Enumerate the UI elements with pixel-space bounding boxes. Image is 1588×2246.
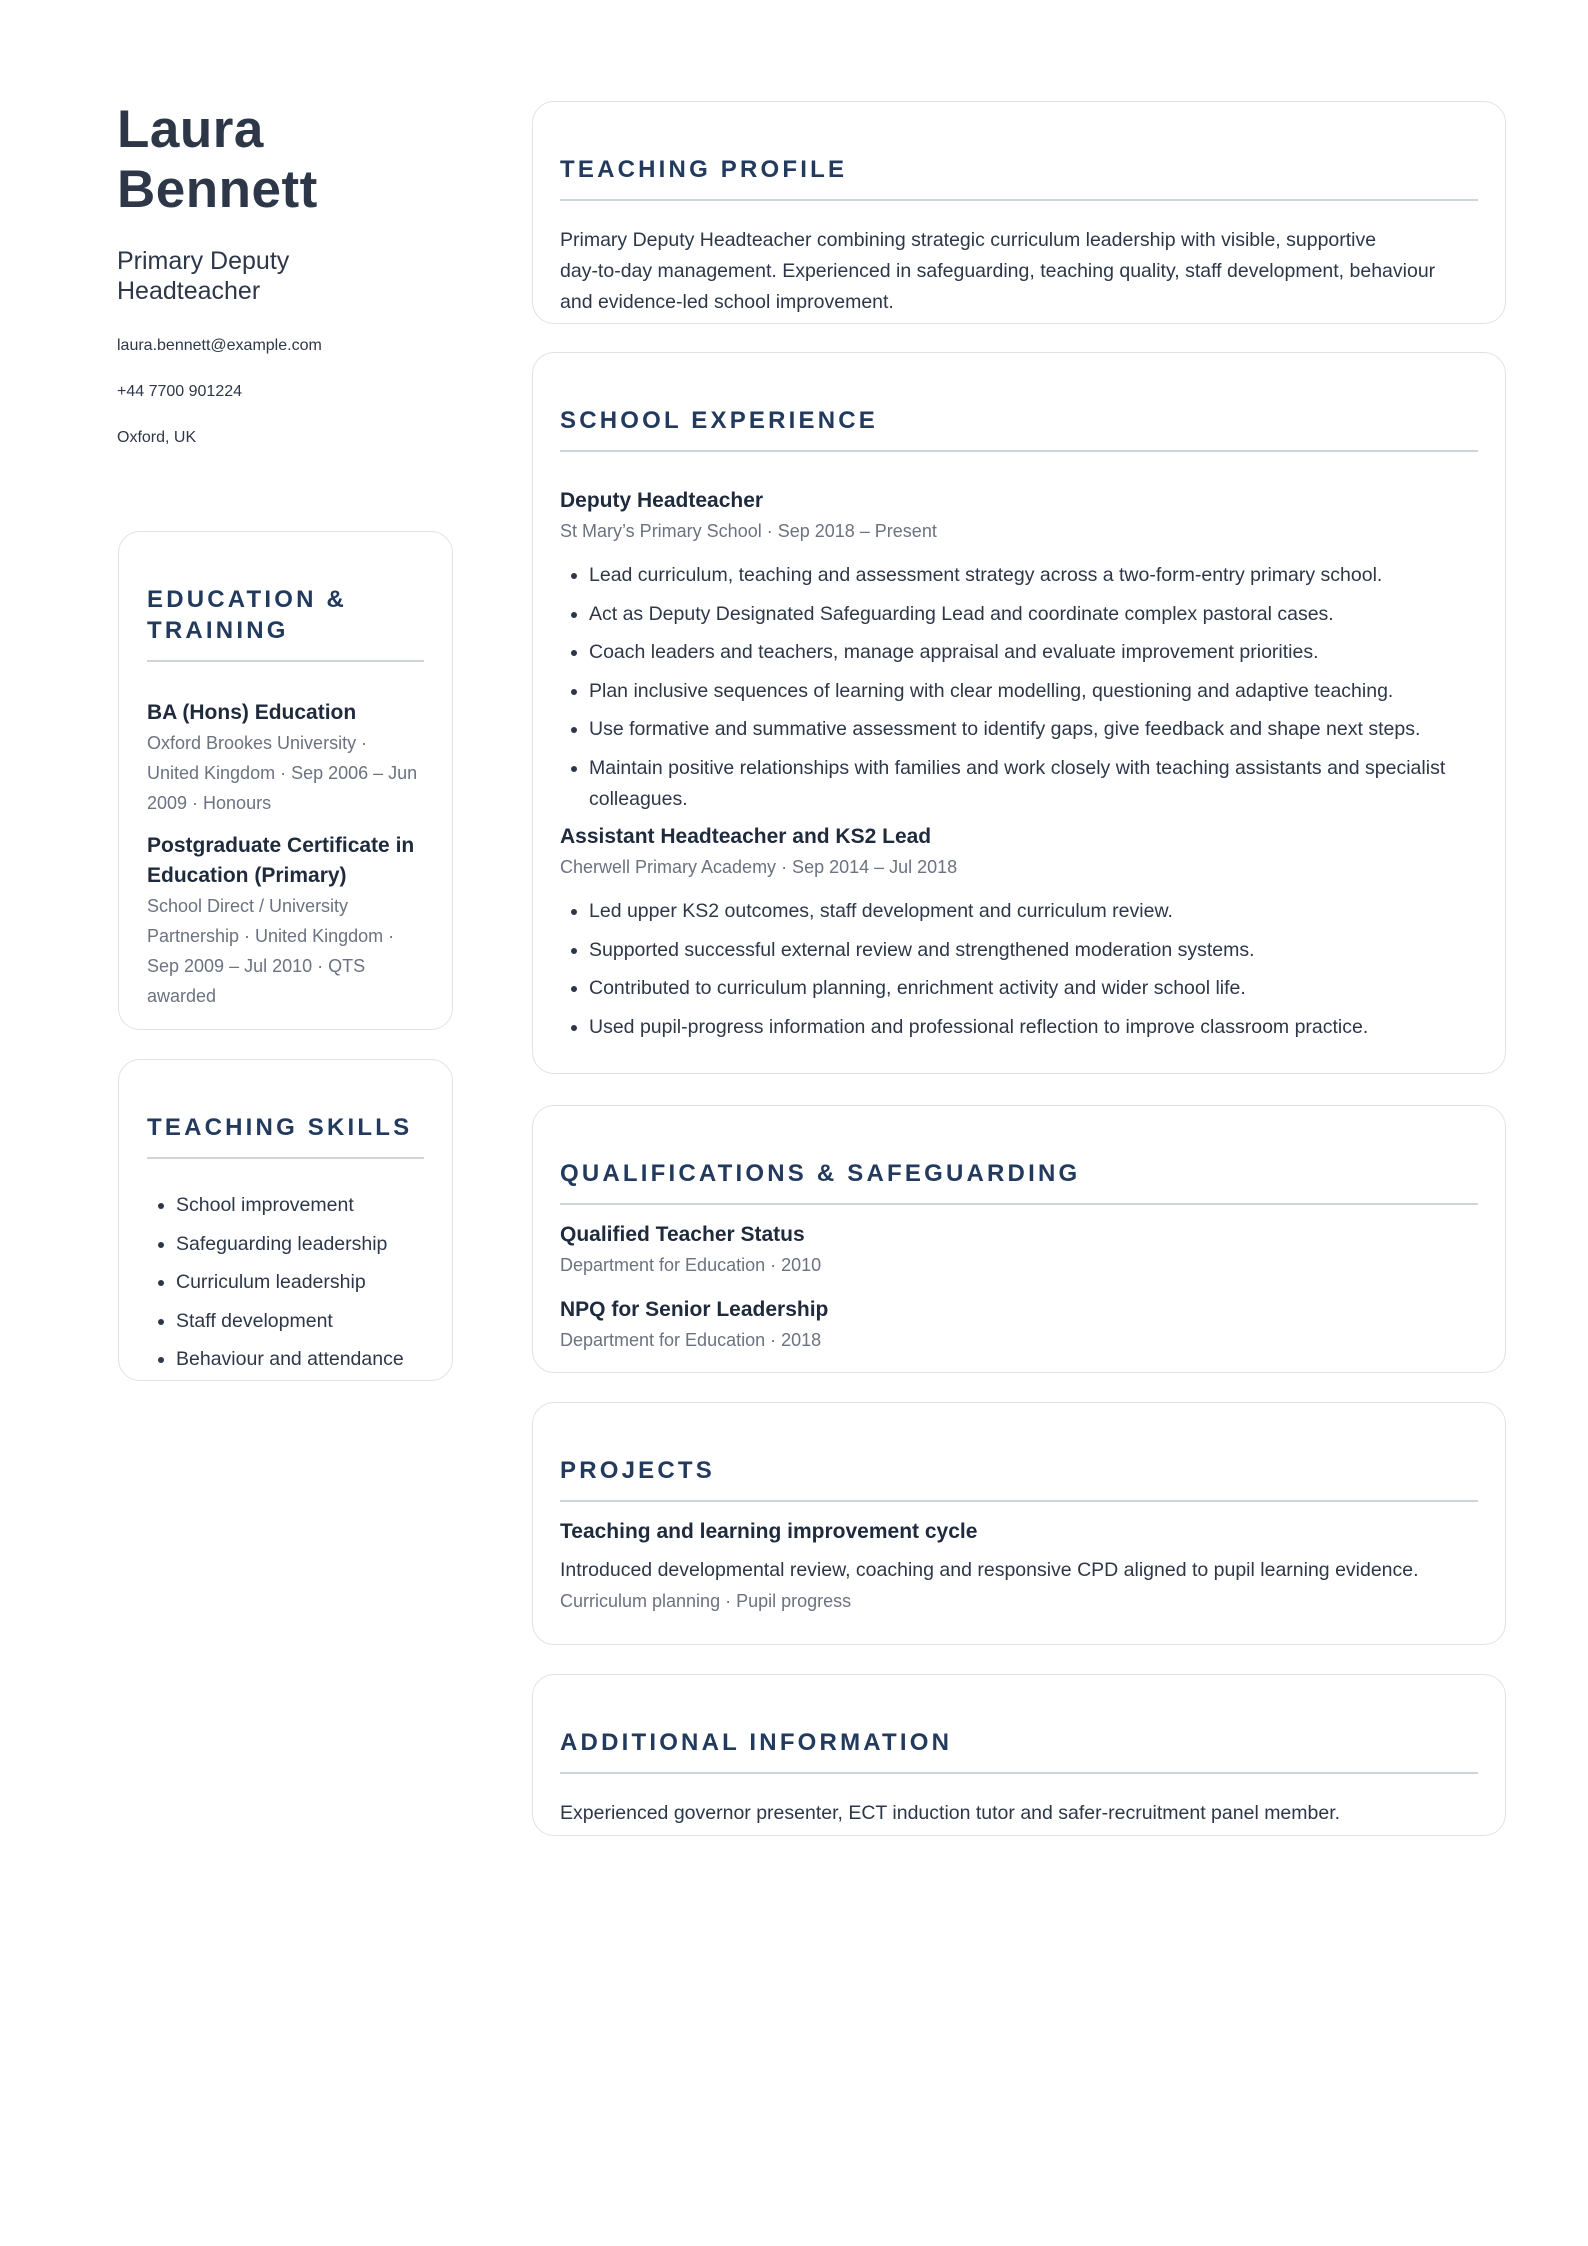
meta-line: School Direct / University (147, 896, 349, 916)
qualifications-title: QUALIFICATIONS & SAFEGUARDING (560, 1158, 1478, 1205)
meta-line: United Kingdom · Sep 2006 – Jun (147, 763, 418, 783)
projects-title: PROJECTS (560, 1455, 1478, 1502)
job-bullet: • Supported successful external review and strengthened moderation systems. (589, 935, 1478, 966)
education-title-line-1: EDUCATION & (147, 586, 348, 613)
job-bullets (560, 896, 1478, 1043)
profile-line: day-to-day management. Experienced in safeguarding, teaching quality, staff development, behaviour (560, 260, 1436, 282)
additional-title: ADDITIONAL INFORMATION (560, 1727, 1478, 1774)
profile-line: and evidence-led school improvement. (560, 291, 894, 313)
title-line: Education (Primary) (147, 864, 347, 887)
skills-list (147, 1190, 424, 1375)
education-section (118, 531, 453, 1030)
project-item (560, 1517, 1478, 1616)
education-title-line-2: TRAINING (147, 617, 289, 644)
skills-section (118, 1059, 453, 1381)
qualification-item (560, 1220, 1478, 1280)
job-bullet: • Used pupil-progress information and professional reflection to improve classroom practice. (589, 1012, 1478, 1043)
skill-item: • Behaviour and attendance (176, 1344, 424, 1375)
contact-location: Oxford, UK (117, 429, 197, 446)
candidate-last-name: Bennett (117, 160, 318, 219)
job-bullet: • Contributed to curriculum planning, enrichment activity and wider school life. (589, 973, 1478, 1004)
meta-line: Oxford Brookes University · (147, 733, 368, 753)
meta-line: awarded (147, 986, 217, 1006)
role-line-2: Headteacher (117, 277, 261, 305)
teaching-profile-title: TEACHING PROFILE (560, 154, 1478, 201)
meta-line: 2009 · Honours (147, 793, 272, 813)
additional-section (532, 1674, 1506, 1836)
contact-email[interactable]: laura.bennett@example.com (117, 337, 322, 354)
skills-title: TEACHING SKILLS (147, 1112, 424, 1159)
education-item-title: BA (Hons) Education (147, 701, 357, 724)
job-entry (560, 822, 1478, 1043)
job-meta: St Mary’s Primary School · Sep 2018 – Present (560, 521, 937, 541)
education-item (147, 831, 424, 1011)
skill-item: • Curriculum leadership (176, 1267, 424, 1298)
teaching-profile-text (560, 225, 1478, 318)
meta-line: Sep 2009 – Jul 2010 · QTS (147, 956, 366, 976)
job-entry (560, 486, 1478, 815)
projects-section (532, 1402, 1506, 1645)
contact-phone[interactable]: +44 7700 901224 (117, 383, 243, 400)
job-title: Assistant Headteacher and KS2 Lead (560, 825, 932, 848)
project-description: Introduced developmental review, coaching and responsive CPD aligned to pupil learning evidence. (560, 1559, 1419, 1581)
profile-header (117, 100, 453, 448)
qualification-title: Qualified Teacher Status (560, 1223, 805, 1246)
role-line-1: Primary Deputy (117, 247, 290, 275)
qualification-meta: Department for Education · 2018 (560, 1330, 822, 1350)
candidate-role (117, 246, 453, 306)
job-bullet: • Plan inclusive sequences of learning with clear modelling, questioning and adaptive teaching. (589, 676, 1478, 707)
qualification-item (560, 1295, 1478, 1355)
experience-title: SCHOOL EXPERIENCE (560, 405, 1478, 452)
candidate-first-name: Laura (117, 100, 264, 159)
project-tags: Curriculum planning · Pupil progress (560, 1591, 852, 1611)
qualification-meta: Department for Education · 2010 (560, 1255, 822, 1275)
title-line: Postgraduate Certificate in (147, 834, 415, 857)
candidate-name (117, 100, 453, 220)
profile-line: Primary Deputy Headteacher combining strategic curriculum leadership with visible, supportive (560, 229, 1377, 251)
education-item-title (147, 831, 424, 891)
skill-item: • Safeguarding leadership (176, 1229, 424, 1260)
job-bullet: • Led upper KS2 outcomes, staff development and curriculum review. (589, 896, 1478, 927)
experience-section (532, 352, 1506, 1074)
job-title: Deputy Headteacher (560, 489, 764, 512)
additional-text: Experienced governor presenter, ECT induction tutor and safer-recruitment panel member. (560, 1802, 1341, 1824)
project-title: Teaching and learning improvement cycle (560, 1520, 978, 1543)
qualification-title: NPQ for Senior Leadership (560, 1298, 829, 1321)
job-bullet: • Act as Deputy Designated Safeguarding Lead and coordinate complex pastoral cases. (589, 599, 1478, 630)
qualifications-section (532, 1105, 1506, 1373)
education-title (147, 584, 424, 662)
job-bullets (560, 560, 1478, 815)
skill-item: • School improvement (176, 1190, 424, 1221)
job-bullet: • Coach leaders and teachers, manage appraisal and evaluate improvement priorities. (589, 637, 1478, 668)
job-meta: Cherwell Primary Academy · Sep 2014 – Jul 2018 (560, 857, 958, 877)
meta-line: Partnership · United Kingdom · (147, 926, 395, 946)
skill-item: • Staff development (176, 1306, 424, 1337)
job-bullet: • Maintain positive relationships with families and work closely with teaching assistants and specialist colleagues. (589, 753, 1478, 815)
education-item-meta (147, 891, 424, 1011)
education-item-meta (147, 728, 424, 818)
job-bullet: • Lead curriculum, teaching and assessment strategy across a two-form-entry primary school. (589, 560, 1478, 591)
job-bullet: • Use formative and summative assessment to identify gaps, give feedback and shape next steps. (589, 714, 1478, 745)
teaching-profile-section (532, 101, 1506, 324)
education-item (147, 698, 424, 818)
